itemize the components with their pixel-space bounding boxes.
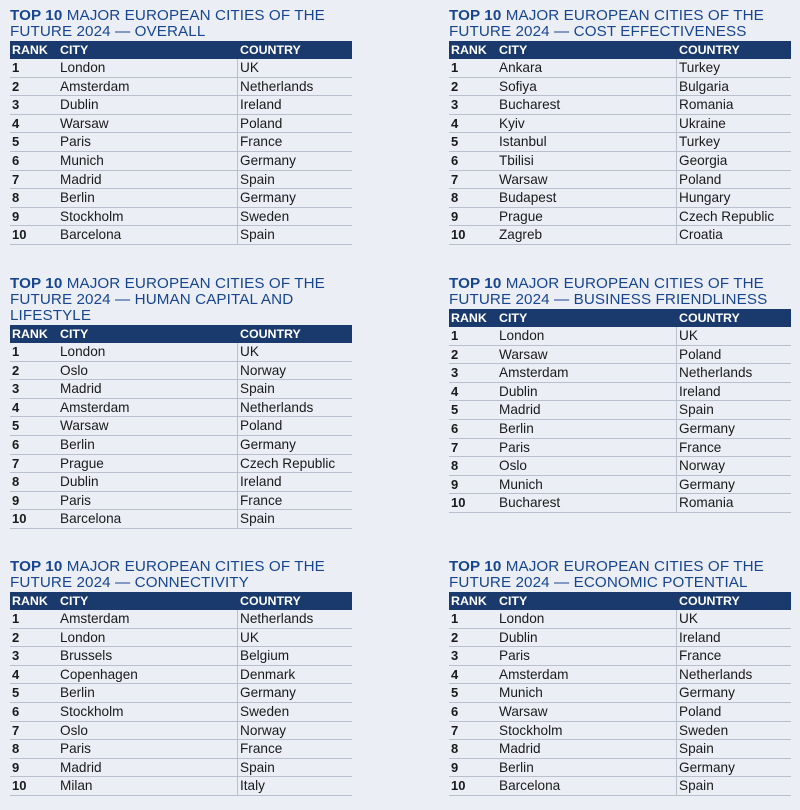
header-country: COUNTRY: [240, 327, 301, 341]
country-cell: Bulgaria: [679, 78, 729, 94]
country-cell: Germany: [679, 759, 735, 775]
country-cell: Spain: [679, 778, 714, 794]
city-cell: Dublin: [60, 96, 238, 114]
title-top10: TOP 10: [449, 558, 502, 575]
table-row: [449, 666, 791, 685]
rank-cell: 10: [12, 227, 27, 243]
rank-cell: 4: [451, 115, 459, 131]
rank-cell: 1: [451, 328, 459, 343]
city-cell: Berlin: [60, 436, 238, 454]
table-header: [10, 592, 352, 610]
table-row: [10, 684, 352, 703]
rank-cell: 7: [12, 171, 20, 187]
table-row: [10, 78, 352, 97]
country-cell: Poland: [679, 346, 722, 362]
country-cell: Norway: [679, 458, 726, 474]
city-cell: Copenhagen: [60, 666, 238, 684]
country-cell: Germany: [679, 476, 735, 492]
title-text: MAJOR EUROPEAN CITIES OF THE: [62, 7, 325, 24]
rank-cell: 5: [451, 685, 459, 701]
header-rank: RANK: [451, 311, 487, 325]
city-cell: London: [60, 629, 238, 647]
city-cell: Amsterdam: [60, 78, 238, 96]
rank-cell: 9: [12, 208, 20, 224]
title-text: FUTURE 2024 — OVERALL: [10, 23, 206, 40]
title-text: LIFESTYLE: [10, 307, 92, 324]
rank-cell: 3: [12, 381, 20, 397]
country-cell: Netherlands: [240, 399, 314, 415]
city-cell: Dublin: [499, 629, 677, 647]
table-row: [449, 327, 791, 346]
title-top10: TOP 10: [10, 7, 63, 24]
city-cell: Kyiv: [499, 115, 677, 133]
country-cell: Poland: [240, 115, 283, 131]
table-row: [10, 703, 352, 722]
country-cell: Spain: [240, 171, 275, 187]
title-text: MAJOR EUROPEAN CITIES OF THE: [501, 558, 764, 575]
country-cell: France: [240, 134, 283, 150]
city-cell: Ankara: [499, 59, 677, 77]
country-cell: Germany: [240, 152, 296, 168]
table-row: [449, 684, 791, 703]
table-row: [449, 476, 791, 495]
rank-cell: 6: [12, 152, 20, 168]
title-text: MAJOR EUROPEAN CITIES OF THE: [62, 275, 325, 292]
country-cell: Poland: [679, 171, 722, 187]
title-text: MAJOR EUROPEAN CITIES OF THE: [501, 7, 764, 24]
city-cell: Paris: [60, 740, 238, 758]
rank-cell: 1: [451, 60, 459, 75]
rank-cell: 2: [12, 362, 20, 378]
header-city: CITY: [499, 594, 528, 608]
country-cell: Poland: [240, 418, 283, 434]
rank-cell: 1: [12, 60, 20, 75]
rank-cell: 9: [451, 476, 459, 492]
table-row: [10, 343, 352, 362]
city-cell: Dublin: [60, 473, 238, 491]
rank-cell: 3: [451, 648, 459, 664]
table-row: [449, 133, 791, 152]
table-row: [10, 436, 352, 455]
country-cell: Germany: [679, 420, 735, 436]
city-cell: Amsterdam: [499, 364, 677, 382]
panel-title: [449, 8, 791, 40]
table-row: [10, 133, 352, 152]
country-cell: Ireland: [240, 474, 282, 490]
city-cell: Warsaw: [60, 417, 238, 435]
table-row: [10, 647, 352, 666]
panel-title: [449, 559, 791, 591]
rank-cell: 1: [451, 611, 459, 626]
header-rank: RANK: [12, 594, 48, 608]
country-cell: Norway: [240, 362, 287, 378]
country-cell: Czech Republic: [679, 208, 775, 224]
rank-cell: 5: [12, 134, 20, 150]
rank-cell: 9: [451, 759, 459, 775]
table-row: [449, 610, 791, 629]
header-rank: RANK: [451, 43, 487, 57]
rank-cell: 6: [12, 703, 20, 719]
rank-cell: 6: [451, 152, 459, 168]
city-cell: Warsaw: [499, 703, 677, 721]
country-cell: Germany: [240, 190, 296, 206]
table-row: [449, 722, 791, 741]
rank-cell: 10: [451, 495, 466, 511]
city-cell: London: [60, 343, 238, 361]
header-city: CITY: [60, 594, 89, 608]
city-cell: Tbilisi: [499, 152, 677, 170]
panel-title: [449, 276, 791, 308]
city-cell: Bucharest: [499, 96, 677, 114]
country-cell: UK: [679, 328, 698, 343]
table-row: [449, 171, 791, 190]
city-cell: Warsaw: [499, 346, 677, 364]
rank-cell: 9: [451, 208, 459, 224]
table-row: [10, 59, 352, 78]
table-row: [10, 610, 352, 629]
table-row: [449, 364, 791, 383]
table-row: [449, 78, 791, 97]
rank-cell: 5: [451, 402, 459, 418]
country-cell: Sweden: [240, 208, 290, 224]
table-row: [10, 380, 352, 399]
city-cell: Brussels: [60, 647, 238, 665]
city-cell: Milan: [60, 777, 238, 795]
table-row: [449, 383, 791, 402]
country-cell: Germany: [240, 685, 296, 701]
rank-cell: 8: [451, 458, 459, 474]
rank-cell: 3: [12, 648, 20, 664]
city-cell: Barcelona: [499, 777, 677, 795]
rank-cell: 7: [12, 722, 20, 738]
country-cell: Netherlands: [679, 666, 753, 682]
rank-cell: 2: [451, 629, 459, 645]
city-cell: London: [60, 59, 238, 77]
rank-cell: 8: [451, 741, 459, 757]
country-cell: Ireland: [679, 383, 721, 399]
table-row: [449, 226, 791, 245]
table-row: [10, 399, 352, 418]
city-cell: Munich: [499, 684, 677, 702]
country-cell: Netherlands: [240, 78, 314, 94]
header-country: COUNTRY: [240, 594, 301, 608]
header-rank: RANK: [451, 594, 487, 608]
rank-cell: 5: [451, 134, 459, 150]
table-row: [10, 629, 352, 648]
city-cell: Berlin: [499, 759, 677, 777]
rank-cell: 1: [12, 344, 20, 359]
country-cell: Poland: [679, 703, 722, 719]
header-country: COUNTRY: [240, 43, 301, 57]
country-cell: Romania: [679, 97, 734, 113]
rank-cell: 5: [12, 685, 20, 701]
table-row: [10, 208, 352, 227]
table-header: [449, 592, 791, 610]
table-row: [10, 759, 352, 778]
table-row: [10, 510, 352, 529]
title-text: FUTURE 2024 — CONNECTIVITY: [10, 574, 249, 591]
country-cell: Ireland: [240, 97, 282, 113]
table-row: [449, 189, 791, 208]
city-cell: Zagreb: [499, 226, 677, 244]
city-cell: Paris: [499, 439, 677, 457]
country-cell: France: [679, 439, 722, 455]
country-cell: Spain: [240, 227, 275, 243]
table-row: [10, 152, 352, 171]
rank-cell: 4: [12, 666, 20, 682]
country-cell: Spain: [679, 402, 714, 418]
rank-cell: 9: [12, 492, 20, 508]
rank-cell: 8: [12, 474, 20, 490]
header-rank: RANK: [12, 327, 48, 341]
table-row: [10, 96, 352, 115]
city-cell: Madrid: [60, 171, 238, 189]
country-cell: Croatia: [679, 227, 723, 243]
table-row: [449, 401, 791, 420]
title-top10: TOP 10: [10, 275, 63, 292]
rank-cell: 7: [451, 171, 459, 187]
country-cell: Ukraine: [679, 115, 726, 131]
table-row: [449, 439, 791, 458]
country-cell: Norway: [240, 722, 287, 738]
city-cell: Berlin: [499, 420, 677, 438]
table-row: [10, 115, 352, 134]
city-cell: Madrid: [499, 740, 677, 758]
title-text: MAJOR EUROPEAN CITIES OF THE: [501, 275, 764, 292]
country-cell: UK: [240, 60, 259, 75]
country-cell: France: [679, 648, 722, 664]
panel-cost-effectiveness: [449, 8, 791, 245]
rank-cell: 6: [451, 420, 459, 436]
header-city: CITY: [60, 43, 89, 57]
rank-cell: 2: [451, 346, 459, 362]
header-country: COUNTRY: [679, 311, 740, 325]
table-header: [10, 325, 352, 343]
city-cell: Amsterdam: [499, 666, 677, 684]
city-cell: Prague: [60, 455, 238, 473]
header-rank: RANK: [12, 43, 48, 57]
panel-title: [10, 559, 352, 591]
country-cell: Spain: [679, 741, 714, 757]
panel-connectivity: [10, 559, 352, 796]
country-cell: Italy: [240, 778, 265, 794]
title-top10: TOP 10: [449, 7, 502, 24]
rank-cell: 7: [451, 722, 459, 738]
city-cell: Paris: [60, 133, 238, 151]
rank-cell: 4: [451, 666, 459, 682]
table-row: [449, 740, 791, 759]
city-cell: Paris: [499, 647, 677, 665]
country-cell: Spain: [240, 511, 275, 527]
city-cell: Sofiya: [499, 78, 677, 96]
table-header: [10, 41, 352, 59]
country-cell: Spain: [240, 759, 275, 775]
country-cell: Denmark: [240, 666, 296, 682]
panel-title: [10, 276, 352, 324]
table-row: [10, 740, 352, 759]
city-cell: Istanbul: [499, 133, 677, 151]
rank-cell: 9: [12, 759, 20, 775]
city-cell: Bucharest: [499, 494, 677, 512]
country-cell: France: [240, 492, 283, 508]
rank-cell: 10: [12, 511, 27, 527]
country-cell: UK: [240, 629, 259, 645]
city-cell: Oslo: [60, 362, 238, 380]
header-city: CITY: [499, 311, 528, 325]
title-text: MAJOR EUROPEAN CITIES OF THE: [62, 558, 325, 575]
city-cell: Amsterdam: [60, 610, 238, 628]
rank-cell: 7: [12, 455, 20, 471]
table-row: [10, 492, 352, 511]
country-cell: Hungary: [679, 190, 731, 206]
rank-cell: 10: [12, 778, 27, 794]
table-row: [449, 629, 791, 648]
rank-cell: 4: [12, 399, 20, 415]
table-row: [10, 777, 352, 796]
rank-cell: 5: [12, 418, 20, 434]
table-row: [449, 152, 791, 171]
country-cell: UK: [679, 611, 698, 626]
country-cell: France: [240, 741, 283, 757]
table-row: [449, 457, 791, 476]
table-row: [449, 208, 791, 227]
country-cell: Sweden: [240, 703, 290, 719]
table-row: [449, 703, 791, 722]
table-row: [10, 722, 352, 741]
rank-cell: 8: [12, 741, 20, 757]
rank-cell: 8: [12, 190, 20, 206]
table-row: [449, 59, 791, 78]
city-cell: Berlin: [60, 189, 238, 207]
city-cell: Stockholm: [60, 208, 238, 226]
city-cell: Oslo: [499, 457, 677, 475]
city-cell: Oslo: [60, 722, 238, 740]
country-cell: Spain: [240, 381, 275, 397]
panel-title: [10, 8, 352, 40]
city-cell: Stockholm: [499, 722, 677, 740]
rank-cell: 4: [12, 115, 20, 131]
title-text: FUTURE 2024 — COST EFFECTIVENESS: [449, 23, 747, 40]
title-text: FUTURE 2024 — HUMAN CAPITAL AND: [10, 291, 294, 308]
header-country: COUNTRY: [679, 43, 740, 57]
header-country: COUNTRY: [679, 594, 740, 608]
table-row: [449, 420, 791, 439]
city-cell: Madrid: [60, 380, 238, 398]
panel-business-friendliness: [449, 276, 791, 513]
title-text: FUTURE 2024 — BUSINESS FRIENDLINESS: [449, 291, 768, 308]
table-row: [449, 759, 791, 778]
table-row: [10, 417, 352, 436]
country-cell: Turkey: [679, 134, 721, 150]
country-cell: Germany: [679, 685, 735, 701]
country-cell: Belgium: [240, 648, 290, 664]
title-text: FUTURE 2024 — ECONOMIC POTENTIAL: [449, 574, 748, 591]
table-row: [10, 362, 352, 381]
rank-cell: 8: [451, 190, 459, 206]
table-row: [449, 346, 791, 365]
header-city: CITY: [60, 327, 89, 341]
country-cell: Czech Republic: [240, 455, 336, 471]
city-cell: Amsterdam: [60, 399, 238, 417]
country-cell: Ireland: [679, 629, 721, 645]
table-row: [10, 455, 352, 474]
city-cell: London: [499, 327, 677, 345]
table-row: [449, 96, 791, 115]
city-cell: Paris: [60, 492, 238, 510]
table-row: [10, 666, 352, 685]
rank-cell: 3: [451, 365, 459, 381]
country-cell: UK: [240, 344, 259, 359]
table-row: [449, 777, 791, 796]
table-row: [10, 473, 352, 492]
city-cell: Prague: [499, 208, 677, 226]
panel-human-capital: [10, 276, 352, 529]
rank-cell: 10: [451, 778, 466, 794]
city-cell: Madrid: [60, 759, 238, 777]
country-cell: Georgia: [679, 152, 728, 168]
rank-cell: 2: [451, 78, 459, 94]
city-cell: Munich: [499, 476, 677, 494]
rank-cell: 7: [451, 439, 459, 455]
city-cell: Dublin: [499, 383, 677, 401]
rank-cell: 6: [12, 436, 20, 452]
rank-cell: 1: [12, 611, 20, 626]
city-cell: Stockholm: [60, 703, 238, 721]
city-cell: Barcelona: [60, 226, 238, 244]
country-cell: Netherlands: [679, 365, 753, 381]
city-cell: Warsaw: [499, 171, 677, 189]
rank-cell: 6: [451, 703, 459, 719]
city-cell: Munich: [60, 152, 238, 170]
panel-overall: [10, 8, 352, 245]
country-cell: Romania: [679, 495, 734, 511]
table-row: [10, 189, 352, 208]
rank-cell: 4: [451, 383, 459, 399]
table-row: [449, 115, 791, 134]
rank-cell: 2: [12, 629, 20, 645]
city-cell: Warsaw: [60, 115, 238, 133]
city-cell: Madrid: [499, 401, 677, 419]
city-cell: London: [499, 610, 677, 628]
table-row: [10, 171, 352, 190]
country-cell: Turkey: [679, 60, 721, 75]
rank-cell: 10: [451, 227, 466, 243]
rank-cell: 2: [12, 78, 20, 94]
city-cell: Barcelona: [60, 510, 238, 528]
table-row: [449, 494, 791, 513]
rank-cell: 3: [12, 97, 20, 113]
country-cell: Germany: [240, 436, 296, 452]
table-row: [449, 647, 791, 666]
header-city: CITY: [499, 43, 528, 57]
title-top10: TOP 10: [449, 275, 502, 292]
table-row: [10, 226, 352, 245]
title-top10: TOP 10: [10, 558, 63, 575]
city-cell: Berlin: [60, 684, 238, 702]
rank-cell: 3: [451, 97, 459, 113]
table-header: [449, 309, 791, 327]
country-cell: Sweden: [679, 722, 729, 738]
country-cell: Netherlands: [240, 611, 314, 626]
table-header: [449, 41, 791, 59]
panel-economic-potential: [449, 559, 791, 796]
city-cell: Budapest: [499, 189, 677, 207]
